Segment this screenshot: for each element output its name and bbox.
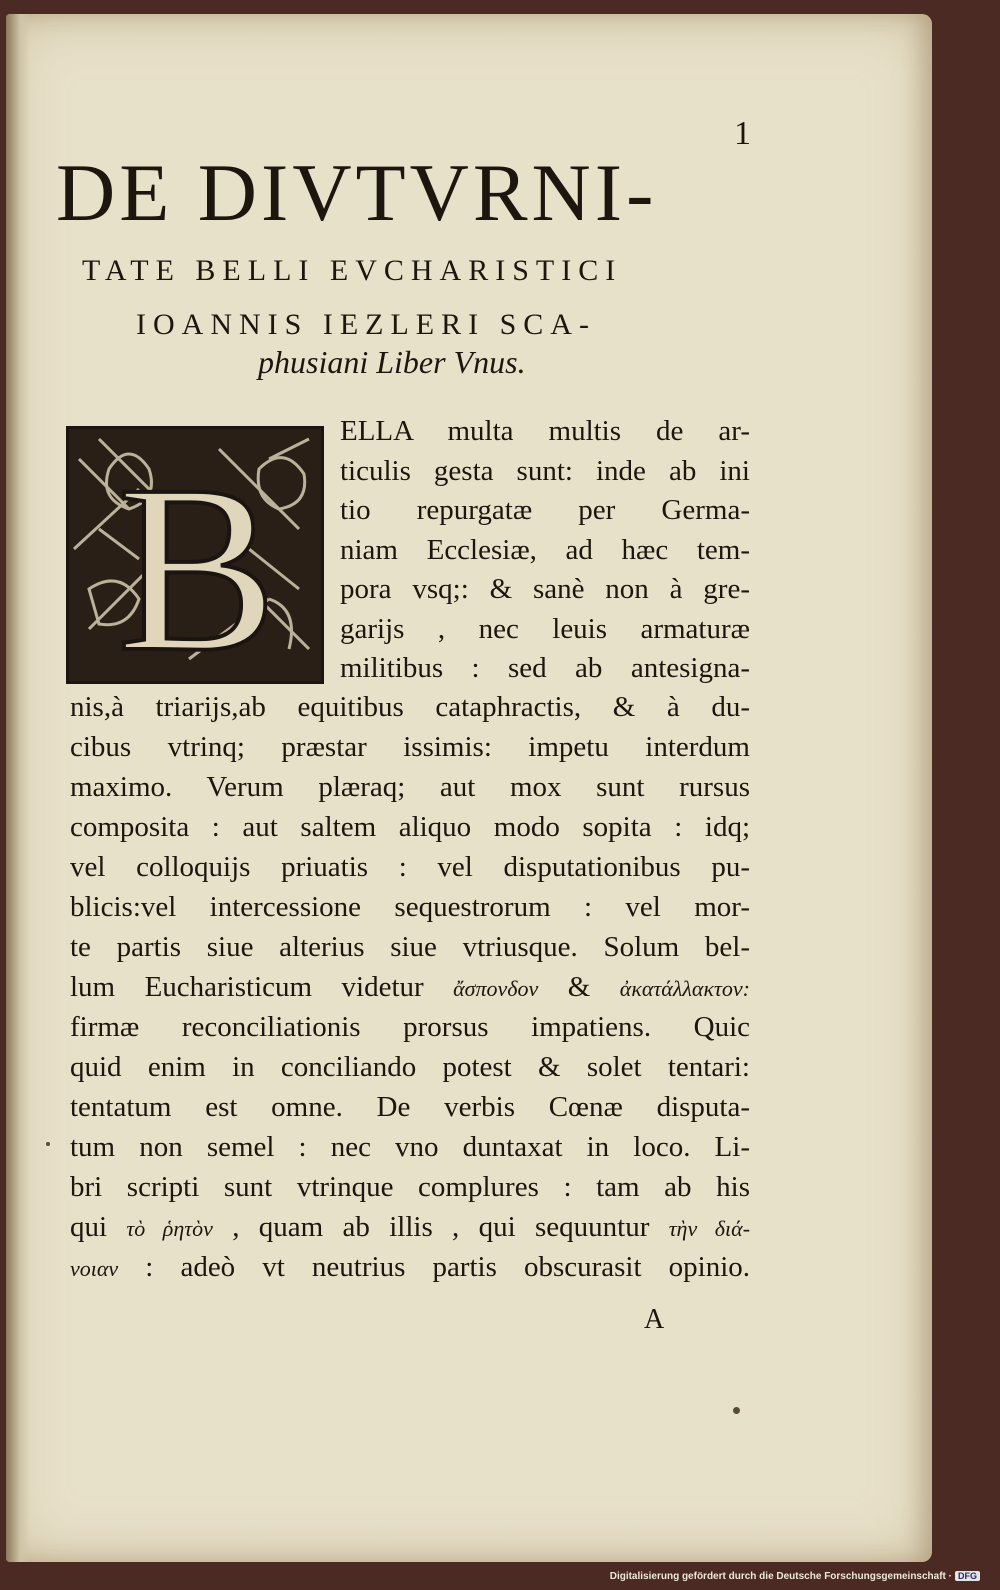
paper-speck bbox=[733, 1407, 740, 1414]
credit-text: Digitalisierung gefördert durch die Deutsche Forschungsgemeinschaft · bbox=[609, 1571, 952, 1582]
text-line: quid enim in conciliando potest & solet tentari: bbox=[70, 1051, 750, 1083]
text-line: vel colloquijs priuatis : vel disputationibus pu- bbox=[70, 851, 750, 883]
title-line-4: phusiani Liber Vnus. bbox=[258, 344, 526, 380]
text-line: garijs , nec leuis armaturæ bbox=[340, 613, 750, 645]
page-spine-shadow bbox=[6, 14, 30, 1562]
text-line: composita : aut saltem aliquo modo sopita : idq; bbox=[70, 811, 750, 843]
text-line: cibus vtrinq; præstar issimis: impetu interdum bbox=[70, 731, 750, 763]
signature-mark: A bbox=[644, 1304, 665, 1335]
text-line: pora vsq;: & sanè non à gre- bbox=[340, 573, 750, 605]
text-segment: : adeò vt neutrius partis obscurasit opinio. bbox=[145, 1251, 750, 1283]
text-line: blicis:vel intercessione sequestrorum : vel mor- bbox=[70, 891, 750, 923]
folio-number: 1 bbox=[734, 115, 751, 152]
text-segment: qui bbox=[70, 1211, 108, 1243]
text-line-greek bbox=[70, 1250, 750, 1286]
book-page bbox=[6, 14, 932, 1562]
decorated-initial-b bbox=[66, 426, 324, 684]
text-line: tio repurgatæ per Germa- bbox=[340, 494, 750, 526]
text-line: bri scripti sunt vtrinque complures : tam ab his bbox=[70, 1171, 750, 1203]
title-line-3: IOANNIS IEZLERI SCA- bbox=[136, 308, 596, 341]
text-line: nis,à triarijs,ab equitibus cataphractis, & à du- bbox=[70, 691, 750, 723]
text-line-greek bbox=[70, 970, 750, 1006]
text-line: militibus : sed ab antesigna- bbox=[340, 652, 750, 684]
text-line: te partis siue alterius siue vtriusque. Solum bel- bbox=[70, 931, 750, 963]
text-line: tum non semel : nec vno duntaxat in loco. Li- bbox=[70, 1131, 750, 1163]
dfg-logo-icon: DFG bbox=[955, 1571, 980, 1581]
text-line: maximo. Verum plæraq; aut mox sunt rursus bbox=[70, 771, 750, 803]
greek-word: τὴν διά- bbox=[668, 1216, 751, 1241]
title-line-2: TATE BELLI EVCHARISTICI bbox=[82, 254, 623, 287]
initial-letter: B bbox=[116, 435, 278, 681]
paper-speck bbox=[46, 1142, 50, 1146]
text-line: tentatum est omne. De verbis Cœnæ disputa- bbox=[70, 1091, 750, 1123]
title-line-1: DE DIVTVRNI- bbox=[56, 147, 658, 238]
text-line: firmæ reconciliationis prorsus impatiens. Quic bbox=[70, 1011, 750, 1043]
ampersand: & bbox=[567, 971, 591, 1003]
text-line: ticulis gesta sunt: inde ab ini bbox=[340, 455, 750, 487]
greek-word: ἄσπονδον bbox=[453, 976, 539, 1001]
greek-word: ἀκατάλλακτον: bbox=[619, 976, 750, 1001]
digitization-credit bbox=[610, 1571, 980, 1582]
text-segment: lum Eucharisticum videtur bbox=[70, 971, 424, 1003]
greek-word: νοιαν bbox=[70, 1256, 119, 1281]
text-line: niam Ecclesiæ, ad hæc tem- bbox=[340, 534, 750, 566]
text-segment: , quam ab illis , qui sequuntur bbox=[232, 1211, 650, 1243]
text-line-greek bbox=[70, 1210, 750, 1246]
greek-word: τὸ ῥητὸν bbox=[126, 1216, 213, 1241]
woodcut-initial-icon bbox=[69, 429, 321, 681]
text-line: ELLA multa multis de ar- bbox=[340, 415, 750, 447]
